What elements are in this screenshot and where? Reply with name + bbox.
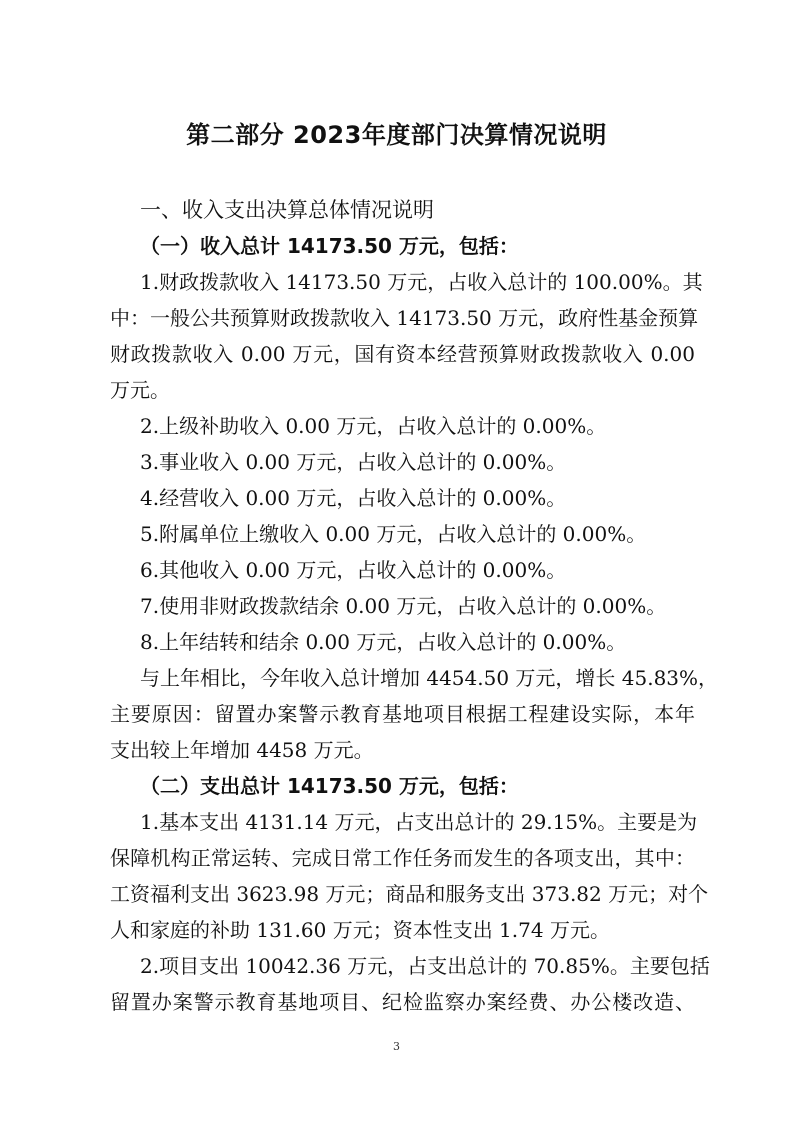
income-item-8: 8.上年结转和结余 0.00 万元，占收入总计的 0.00%。: [140, 630, 627, 654]
income-item-3: 3.事业收入 0.00 万元，占收入总计的 0.00%。: [140, 450, 567, 474]
income-total-heading: （一）收入总计 14173.50 万元，包括：: [140, 234, 519, 258]
income-item-5: 5.附属单位上缴收入 0.00 万元，占收入总计的 0.00%。: [140, 522, 647, 546]
income-compare-line-3: 支出较上年增加 4458 万元。: [110, 738, 374, 762]
document-title: 第二部分 2023年度部门决算情况说明: [186, 121, 607, 149]
income-item-6: 6.其他收入 0.00 万元，占收入总计的 0.00%。: [140, 558, 567, 582]
expense-item-1-line-2: 保障机构正常运转、完成日常工作任务而发生的各项支出，其中：: [110, 846, 695, 870]
expense-total-heading: （二）支出总计 14173.50 万元，包括：: [140, 774, 519, 798]
income-item-2: 2.上级补助收入 0.00 万元，占收入总计的 0.00%。: [140, 414, 607, 438]
income-item-7: 7.使用非财政拨款结余 0.00 万元，占收入总计的 0.00%。: [140, 594, 667, 618]
income-item-1-line-3: 财政拨款收入 0.00 万元，国有资本经营预算财政拨款收入 0.00: [110, 342, 695, 366]
income-compare-line-1: 与上年相比，今年收入总计增加 4454.50 万元，增长 45.83%，: [140, 666, 719, 690]
income-item-1-line-4: 万元。: [110, 378, 170, 402]
expense-item-2-line-2: 留置办案警示教育基地项目、纪检监察办案经费、办公楼改造、: [110, 990, 695, 1014]
expense-item-2-line-1: 2.项目支出 10042.36 万元，占支出总计的 70.85%。主要包括: [140, 954, 710, 978]
page-number: 3: [393, 1040, 400, 1053]
expense-item-1-line-4: 人和家庭的补助 131.60 万元；资本性支出 1.74 万元。: [110, 918, 610, 942]
expense-item-1-line-3: 工资福利支出 3623.98 万元；商品和服务支出 373.82 万元；对个: [110, 882, 709, 906]
section-heading-overview: 一、收入支出决算总体情况说明: [140, 198, 434, 222]
income-item-1-line-2: 中：一般公共预算财政拨款收入 14173.50 万元，政府性基金预算: [110, 306, 699, 330]
expense-item-1-line-1: 1.基本支出 4131.14 万元，占支出总计的 29.15%。主要是为: [140, 810, 698, 834]
income-item-1-line-1: 1.财政拨款收入 14173.50 万元，占收入总计的 100.00%。其: [140, 270, 703, 294]
income-compare-line-2: 主要原因：留置办案警示教育基地项目根据工程建设实际，本年: [110, 702, 695, 726]
income-item-4: 4.经营收入 0.00 万元，占收入总计的 0.00%。: [140, 486, 567, 510]
